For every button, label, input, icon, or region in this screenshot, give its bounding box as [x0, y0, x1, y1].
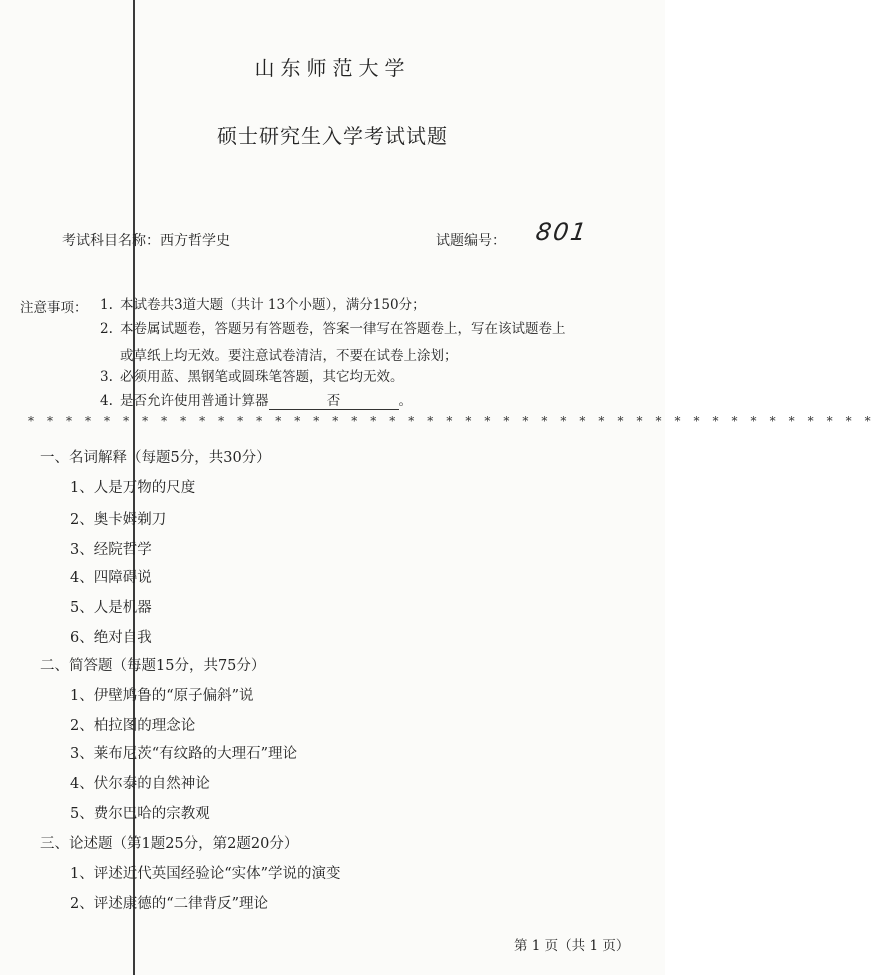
code-label: 试题编号：	[436, 233, 506, 249]
note-item-2-continued: 或草纸上均无效。要注意试卷清洁，不要在试卷上涂划；	[120, 348, 458, 364]
section-heading-1: 一、名词解释（每题5分，共30分）	[40, 450, 271, 466]
page-title: 硕士研究生入学考试试题	[217, 124, 448, 148]
note-item-4	[100, 390, 660, 412]
list-item: 3、莱布尼茨“有纹路的大理石”理论	[70, 746, 298, 762]
note-end: 。	[398, 393, 412, 409]
note-text: 是否允许使用普通计算器	[120, 393, 269, 409]
list-item: 1、伊壁鸠鲁的“原子偏斜”说	[70, 688, 254, 704]
list-item: 5、人是机器	[70, 600, 152, 616]
list-item: 6、绝对自我	[70, 630, 152, 646]
notes-label: 注意事项：	[20, 300, 88, 316]
list-item: 5、费尔巴哈的宗教观	[70, 806, 210, 822]
page-number-footer: 第 1 页（共 1 页）	[514, 938, 630, 954]
note-num: 4.	[100, 393, 113, 409]
note-num: 2.	[100, 321, 113, 337]
subject-value: 西方哲学史	[160, 233, 230, 249]
note-num: 1.	[100, 297, 113, 313]
list-item: 2、评述康德的“二律背反”理论	[70, 896, 269, 912]
calculator-answer: 否	[269, 393, 399, 410]
note-item-3	[100, 366, 660, 388]
list-item: 1、评述近代英国经验论“实体”学说的演变	[70, 866, 341, 882]
list-item: 2、柏拉图的理念论	[70, 718, 196, 734]
note-num: 3.	[100, 369, 113, 385]
list-item: 4、四障碍说	[70, 570, 152, 586]
note-item-1	[100, 294, 660, 316]
note-item-2	[100, 318, 660, 340]
list-item: 3、经院哲学	[70, 542, 152, 558]
separator-line: * * * * * * * * * * * * * * * * * * * * * * * * * * * * * * * * * * * * * * * * * * * * *	[28, 414, 875, 428]
section-heading-2: 二、简答题（每题15分，共75分）	[40, 658, 266, 674]
note-text: 本试卷共3道大题（共计 13个小题），满分150分；	[120, 297, 426, 313]
note-text: 必须用蓝、黑钢笔或圆珠笔答题，其它均无效。	[120, 369, 404, 385]
list-item: 1、人是万物的尺度	[70, 480, 196, 496]
section-heading-3: 三、论述题（第1题25分，第2题20分）	[40, 836, 299, 852]
code-value-handwritten: 801	[534, 218, 590, 246]
subject-row	[62, 230, 230, 250]
list-item: 2、奥卡姆剃刀	[70, 512, 167, 528]
note-text: 本卷属试题卷，答题另有答题卷，答案一律写在答题卷上，写在该试题卷上	[120, 321, 566, 337]
university-name: 山东师范大学	[254, 56, 411, 80]
subject-label: 考试科目名称：	[62, 233, 160, 249]
list-item: 4、伏尔泰的自然神论	[70, 776, 210, 792]
